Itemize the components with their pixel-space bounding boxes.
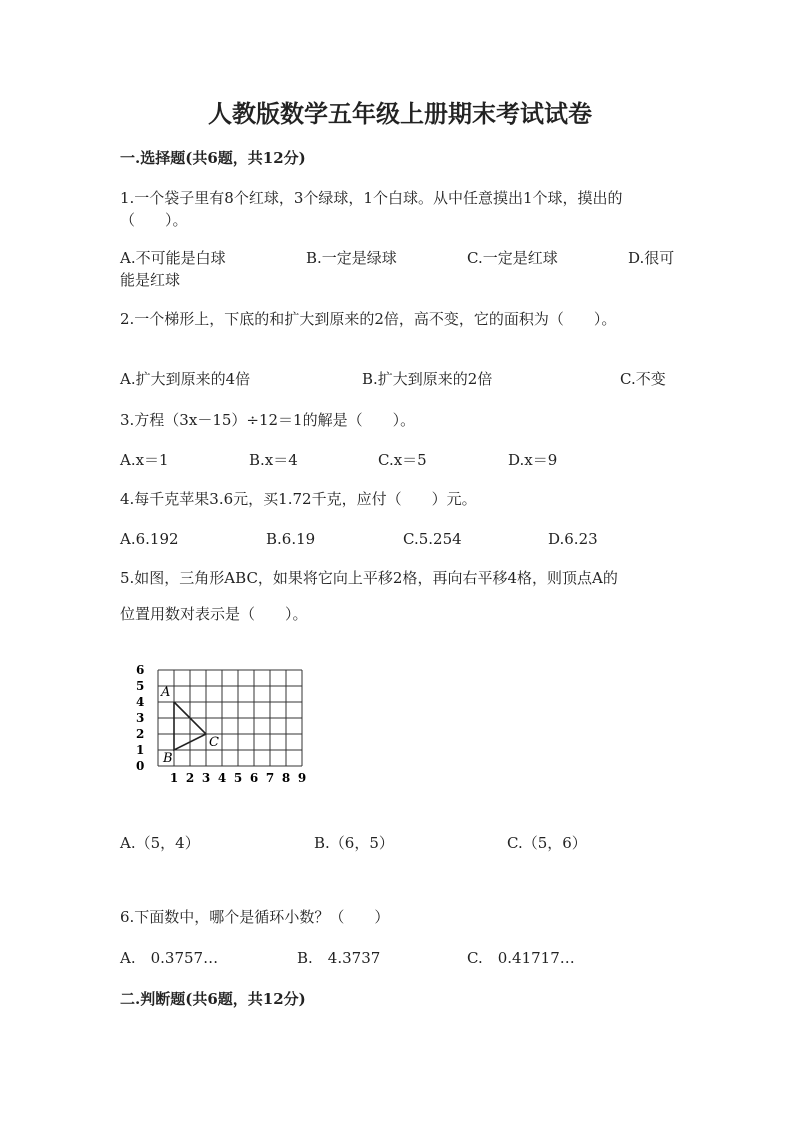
y-tick-label: 0 xyxy=(136,759,145,773)
question-1-stem-line-2: （ ）。 xyxy=(120,211,188,229)
question-5-stem-line-2: 位置用数对表示是（ ）。 xyxy=(120,605,308,623)
grid-axis-labels xyxy=(136,663,306,785)
question-3-option-b: B.x＝4 xyxy=(249,451,298,469)
page-title: 人教版数学五年级上册期末考试试卷 xyxy=(208,99,592,128)
x-tick-label: 5 xyxy=(233,771,243,785)
x-tick-label: 7 xyxy=(265,771,275,785)
x-tick-label: 8 xyxy=(281,771,291,785)
y-tick-label: 3 xyxy=(136,711,145,725)
question-1-option-b: B.一定是绿球 xyxy=(306,249,397,267)
y-tick-label: 2 xyxy=(136,727,145,741)
question-3-option-d: D.x＝9 xyxy=(508,451,558,469)
question-6-option-c: C. 0.41717… xyxy=(467,949,575,967)
question-1-option-d: D.很可 xyxy=(628,249,675,267)
question-6-option-a: A. 0.3757… xyxy=(120,949,219,967)
question-4-option-b: B.6.19 xyxy=(266,530,316,548)
grid-lines xyxy=(158,670,302,766)
vertex-label-b: B xyxy=(163,751,173,766)
question-1-stem-line-1: 1.一个袋子里有8个红球，3个绿球，1个白球。从中任意摸出1个球，摸出的 xyxy=(120,189,623,207)
y-tick-label: 1 xyxy=(136,743,145,757)
question-3-option-c: C.x＝5 xyxy=(378,451,427,469)
question-2-stem: 2.一个梯形上，下底的和扩大到原来的2倍，高不变，它的面积为（ ）。 xyxy=(120,310,617,328)
vertex-label-c: C xyxy=(209,735,219,750)
y-tick-label: 5 xyxy=(136,679,145,693)
question-1-option-c: C.一定是红球 xyxy=(467,249,558,267)
question-2-option-a: A.扩大到原来的4倍 xyxy=(120,370,251,388)
x-tick-label: 1 xyxy=(169,771,179,785)
question-2-option-c: C.不变 xyxy=(620,370,666,388)
x-tick-label: 6 xyxy=(249,771,259,785)
x-tick-label: 9 xyxy=(297,771,307,785)
x-tick-label: 3 xyxy=(201,771,211,785)
question-1-option-d-continuation: 能是红球 xyxy=(120,271,181,289)
question-5-option-a: A.（5，4） xyxy=(120,834,200,852)
y-tick-label: 4 xyxy=(136,695,145,709)
vertex-label-a: A xyxy=(161,685,171,700)
question-3-option-a: A.x＝1 xyxy=(120,451,169,469)
question-4-option-c: C.5.254 xyxy=(403,530,462,548)
question-5-stem-line-1: 5.如图，三角形ABC，如果将它向上平移2格，再向右平移4格，则顶点A的 xyxy=(120,569,618,587)
question-4-option-d: D.6.23 xyxy=(548,530,598,548)
y-tick-label: 6 xyxy=(136,663,145,677)
question-6-stem: 6.下面数中，哪个是循环小数？（ ） xyxy=(120,908,390,926)
question-6-option-b: B. 4.3737 xyxy=(297,949,381,967)
x-tick-label: 2 xyxy=(185,771,195,785)
question-3-stem: 3.方程（3x－15）÷12＝1的解是（ ）。 xyxy=(120,411,416,429)
question-5-option-b: B.（6，5） xyxy=(314,834,394,852)
question-2-option-b: B.扩大到原来的2倍 xyxy=(362,370,493,388)
question-1-option-a: A.不可能是白球 xyxy=(120,249,226,267)
question-5-option-c: C.（5，6） xyxy=(507,834,587,852)
section-heading-true-false: 二.判断题(共6题，共12分) xyxy=(120,990,306,1008)
x-tick-label: 4 xyxy=(217,771,227,785)
question-4-option-a: A.6.192 xyxy=(120,530,179,548)
section-heading-choice: 一.选择题(共6题，共12分) xyxy=(120,149,306,167)
coordinate-grid-figure xyxy=(128,658,308,788)
question-4-stem: 4.每千克苹果3.6元，买1.72千克，应付（ ）元。 xyxy=(120,490,477,508)
